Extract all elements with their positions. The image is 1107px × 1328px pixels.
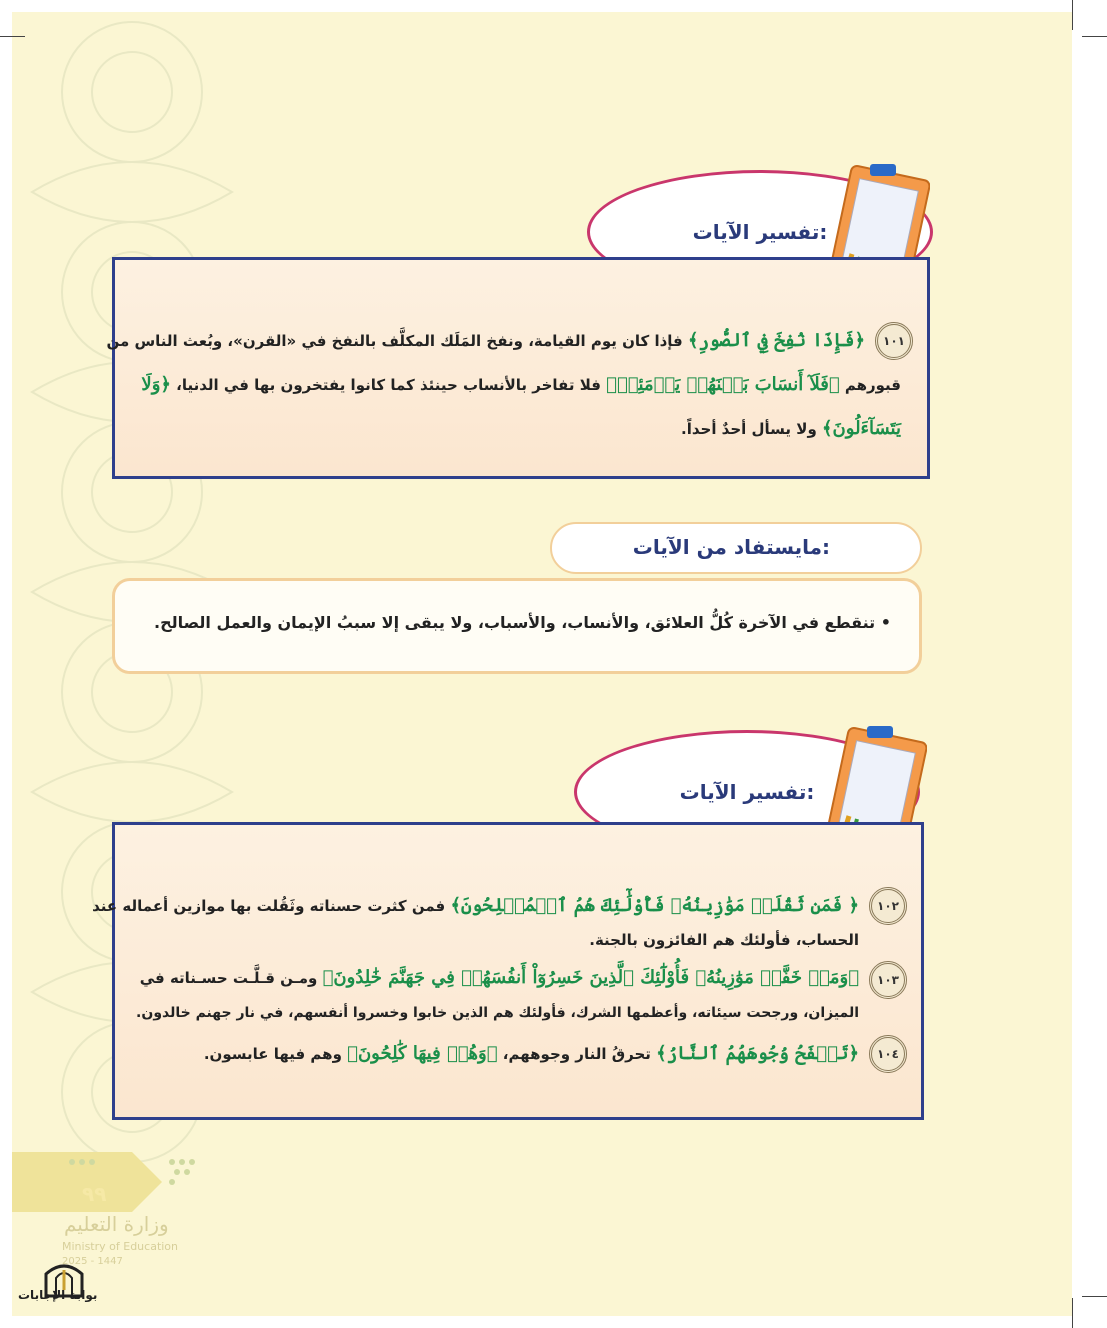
ministry-name-en: Ministry of Education [62,1240,179,1253]
tafsir-line [136,1005,859,1021]
tafsir-text: وهم فيها عابسون. [203,1045,348,1063]
edition-year: 2025 - 1447 [62,1256,123,1267]
tafsir-text: فمن كثرت حسناته وثَقُلت بها موازين أعماله عند [92,897,451,915]
tafsir-line [204,1043,859,1064]
textbook-page [12,12,1072,1316]
crop-mark [1082,1296,1107,1297]
tafsir-line [589,931,859,949]
quran-verse: ﴿تَلۡفَحُ وُجُوهَهُمُ ٱلنَّارُ﴾ [656,1043,859,1064]
benefits-header [550,522,922,574]
tafsir-text: قبورهم [839,376,901,394]
section1-title: تفسير الآيات: [692,220,828,244]
tafsir-line [140,967,859,988]
tafsir-line [681,418,901,439]
portal-name: بوابة الإجابات [18,1288,98,1302]
quran-verse: ﴿فَإِذَا نُفِخَ فِي ٱلصُّورِ﴾ [687,330,865,351]
quran-verse: يَتَسَآءَلُونَ﴾ [822,418,901,439]
ayah-number-badge: ١٠٢ [869,887,907,925]
benefits-box [112,578,922,674]
page-number: ٩٩ [82,1182,107,1206]
tafsir-line [106,330,865,351]
quran-verse: ﴿وَلَا [141,374,171,395]
crop-mark [0,36,25,37]
tafsir-text: تحرقُ النار وجوههم، [497,1045,657,1063]
ayah-number-badge: ١٠٣ [869,961,907,999]
quran-verse: ﴿ فَمَن ثَقُلَتۡ مَوَٰزِينُهُۥ فَأُوْلَٰٓئِكَ هُمُ ٱلۡمُفۡلِحُونَ﴾ [450,895,859,916]
crop-mark [1072,0,1073,30]
tafsir-text: ولا يسأل أحدٌ أحداً. [681,420,822,438]
tafsir-line [92,895,859,916]
quran-verse: ﴿وَمَنۡ خَفَّتۡ مَوَٰزِينُهُۥ فَأُوْلَٰٓئِكَ ٱلَّذِينَ خَسِرُوٓاْ أَنفُسَهُمۡ فِي جَهَنَّمَ خَٰلِدُونَ﴾ [322,967,859,988]
bullet: • [880,613,891,632]
benefits-title: مايستفاد من الآيات: [632,535,830,559]
crop-mark [1072,1298,1073,1328]
tafsir-text: الحساب، فأولئك هم الفائزون بالجنة. [589,931,859,949]
benefit-text: تنقطع في الآخرة كُلُّ العلائق، والأنساب، والأسباب، ولا يبقى إلا سببُ الإيمان والعمل الصالح. [154,613,876,632]
crop-mark [1082,36,1107,37]
tafsir-text: فلا تفاخر بالأنساب حينئذ كما كانوا يفتخرون بها في الدنيا، [170,376,607,394]
quran-verse: ﴿وَهُمۡ فِيهَا كَٰلِحُونَ﴾ [347,1043,498,1064]
section1-box [106,257,930,479]
section2-title: تفسير الآيات: [679,780,815,804]
tafsir-line [141,374,901,395]
quran-verse: ﴿فَلَآ أَنسَابَ بَيۡنَهُمۡ يَوۡمَئِذٖ﴾ [606,374,840,395]
tafsir-text: فإذا كان يوم القيامة، ونفخ المَلَك المكلَّف بالنفخ في «القرن»، وبُعث الناس من [106,332,688,350]
ayah-number-badge: ١٠٤ [869,1035,907,1073]
ministry-name-ar: وزارة التعليم [64,1212,169,1236]
tafsir-text: الميزان، ورجحت سيئاته، وأعظمها الشرك، فأولئك هم الذين خابوا وخسروا أنفسهم، في نار جهنم خالدون. [136,1005,859,1021]
section2-box [92,822,924,1120]
benefit-item [154,613,891,632]
ayah-number-badge: ١٠١ [875,322,913,360]
tafsir-text: ومـن قـلَّـت حسـناته في [139,969,323,987]
